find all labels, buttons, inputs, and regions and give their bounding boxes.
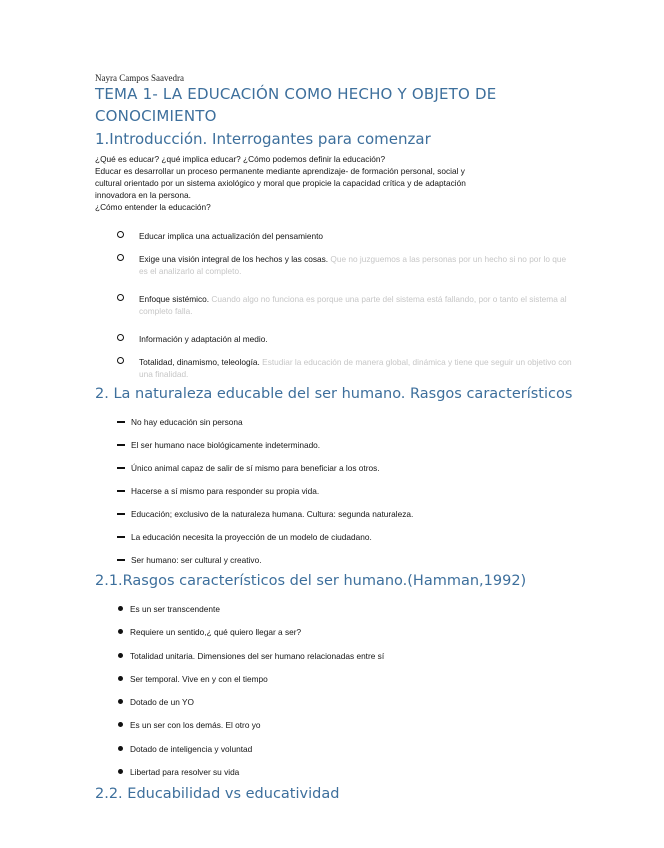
list-item bbox=[117, 650, 537, 662]
item-text: Requiere un sentido,¿ qué quiero llegar a ser? bbox=[130, 627, 302, 638]
section-2-2-heading: 2.2. Educabilidad vs educatividad bbox=[95, 786, 340, 802]
bullet-text: Educar implica una actualización del pensamiento bbox=[139, 231, 324, 241]
circle-bullet-icon bbox=[117, 231, 124, 238]
list-item bbox=[117, 416, 537, 428]
section-2-heading: 2. La naturaleza educable del ser humano. Rasgos característicos bbox=[95, 386, 573, 402]
item-text: Hacerse a sí mismo para responder su propia vida. bbox=[131, 486, 320, 496]
dot-bullet-icon bbox=[118, 629, 123, 634]
item-text: Dotado de inteligencia y voluntad bbox=[130, 743, 253, 754]
author-name: Nayra Campos Saavedra bbox=[95, 73, 184, 83]
item-text: Educación; exclusivo de la naturaleza humana. Cultura: segunda naturaleza. bbox=[131, 509, 414, 519]
item-text: Es un ser transcendente bbox=[130, 604, 220, 614]
item-text: Totalidad unitaria. Dimensiones del ser humano relacionadas entre sí bbox=[130, 650, 385, 661]
section-2-dash-list bbox=[117, 416, 537, 577]
bullet-text: Exige una visión integral de los hechos y las cosas. bbox=[139, 254, 329, 264]
list-item bbox=[117, 696, 537, 708]
list-item bbox=[117, 356, 577, 380]
list-item bbox=[117, 253, 577, 277]
item-text: Ser humano: ser cultural y creativo. bbox=[131, 555, 262, 565]
intro-line: innovadora en la persona. bbox=[95, 190, 191, 200]
item-text: Es un ser con los demás. El otro yo bbox=[130, 720, 261, 731]
list-item bbox=[117, 626, 537, 638]
section-1-heading: 1.Introducción. Interrogantes para comenzar bbox=[95, 130, 431, 148]
list-item bbox=[117, 603, 537, 615]
section-2-1-heading: 2.1.Rasgos característicos del ser humano.(Hamman,1992) bbox=[95, 573, 527, 589]
dash-bullet-icon bbox=[117, 421, 125, 423]
dot-bullet-icon bbox=[118, 699, 123, 704]
bullet-text: Información y adaptación al medio. bbox=[139, 334, 268, 344]
dot-bullet-icon bbox=[118, 676, 123, 681]
dash-bullet-icon bbox=[117, 513, 125, 515]
bullet-note: Cuando algo no funciona es porque una parte del sistema está fallando, por o tanto el sistema al completo falla. bbox=[139, 294, 567, 316]
dash-bullet-icon bbox=[117, 536, 125, 538]
bullet-note: Estudiar la educación de manera global, dinámica y tiene que seguir un objetivo con una finalidad. bbox=[139, 357, 572, 379]
intro-paragraph bbox=[95, 153, 575, 213]
dot-bullet-icon bbox=[118, 769, 123, 774]
dash-bullet-icon bbox=[117, 559, 125, 561]
intro-line: ¿Cómo entender la educación? bbox=[95, 202, 211, 212]
list-item bbox=[117, 743, 537, 755]
intro-line: ¿Qué es educar? ¿qué implica educar? ¿Cómo podemos definir la educación? bbox=[95, 154, 386, 164]
dot-bullet-icon bbox=[118, 606, 123, 611]
circle-bullet-icon bbox=[117, 334, 124, 341]
list-item bbox=[117, 719, 537, 731]
list-item bbox=[117, 230, 577, 242]
section-2-1-bullet-list bbox=[117, 603, 537, 789]
item-text: Libertad para resolver su vida bbox=[130, 767, 240, 778]
item-text: No hay educación sin persona bbox=[131, 417, 243, 427]
bullet-text: Enfoque sistémico. bbox=[139, 294, 210, 304]
list-item bbox=[117, 333, 577, 345]
list-item bbox=[117, 554, 537, 566]
bullet-note: Que no juzguemos a las personas por un hecho si no por lo que es el analizarlo al completo. bbox=[139, 254, 567, 276]
list-item bbox=[117, 485, 537, 497]
circle-bullet-icon bbox=[117, 254, 124, 261]
item-text: Ser temporal. Vive en y con el tiempo bbox=[130, 673, 268, 684]
circle-bullet-icon bbox=[117, 294, 124, 301]
item-text: El ser humano nace biológicamente indeterminado. bbox=[131, 440, 321, 450]
bullet-text: Totalidad, dinamismo, teleología. bbox=[139, 357, 260, 367]
item-text: Único animal capaz de salir de sí mismo para beneficiar a los otros. bbox=[131, 463, 380, 473]
list-item bbox=[117, 462, 537, 474]
list-item bbox=[117, 531, 537, 543]
item-text: La educación necesita la proyección de un modelo de ciudadano. bbox=[131, 532, 372, 542]
dash-bullet-icon bbox=[117, 467, 125, 469]
dot-bullet-icon bbox=[118, 746, 123, 751]
list-item bbox=[117, 293, 577, 317]
list-item bbox=[117, 673, 537, 685]
section-1-bullet-list bbox=[117, 230, 577, 380]
list-item bbox=[117, 439, 537, 451]
circle-bullet-icon bbox=[117, 357, 124, 364]
dash-bullet-icon bbox=[117, 490, 125, 492]
item-text: Dotado de un YO bbox=[130, 697, 194, 708]
list-item bbox=[117, 766, 537, 778]
dash-bullet-icon bbox=[117, 444, 125, 446]
intro-line: cultural orientado por un sistema axiológico y moral que propicie la capacidad crítica y de adaptación bbox=[95, 178, 466, 188]
document-title: TEMA 1- LA EDUCACIÓN COMO HECHO Y OBJETO DE CONOCIMIENTO bbox=[95, 85, 497, 125]
list-item bbox=[117, 508, 537, 520]
dot-bullet-icon bbox=[118, 722, 123, 727]
intro-line: Educar es desarrollar un proceso permanente mediante aprendizaje- de formación personal, social y bbox=[95, 166, 465, 176]
dot-bullet-icon bbox=[118, 653, 123, 658]
